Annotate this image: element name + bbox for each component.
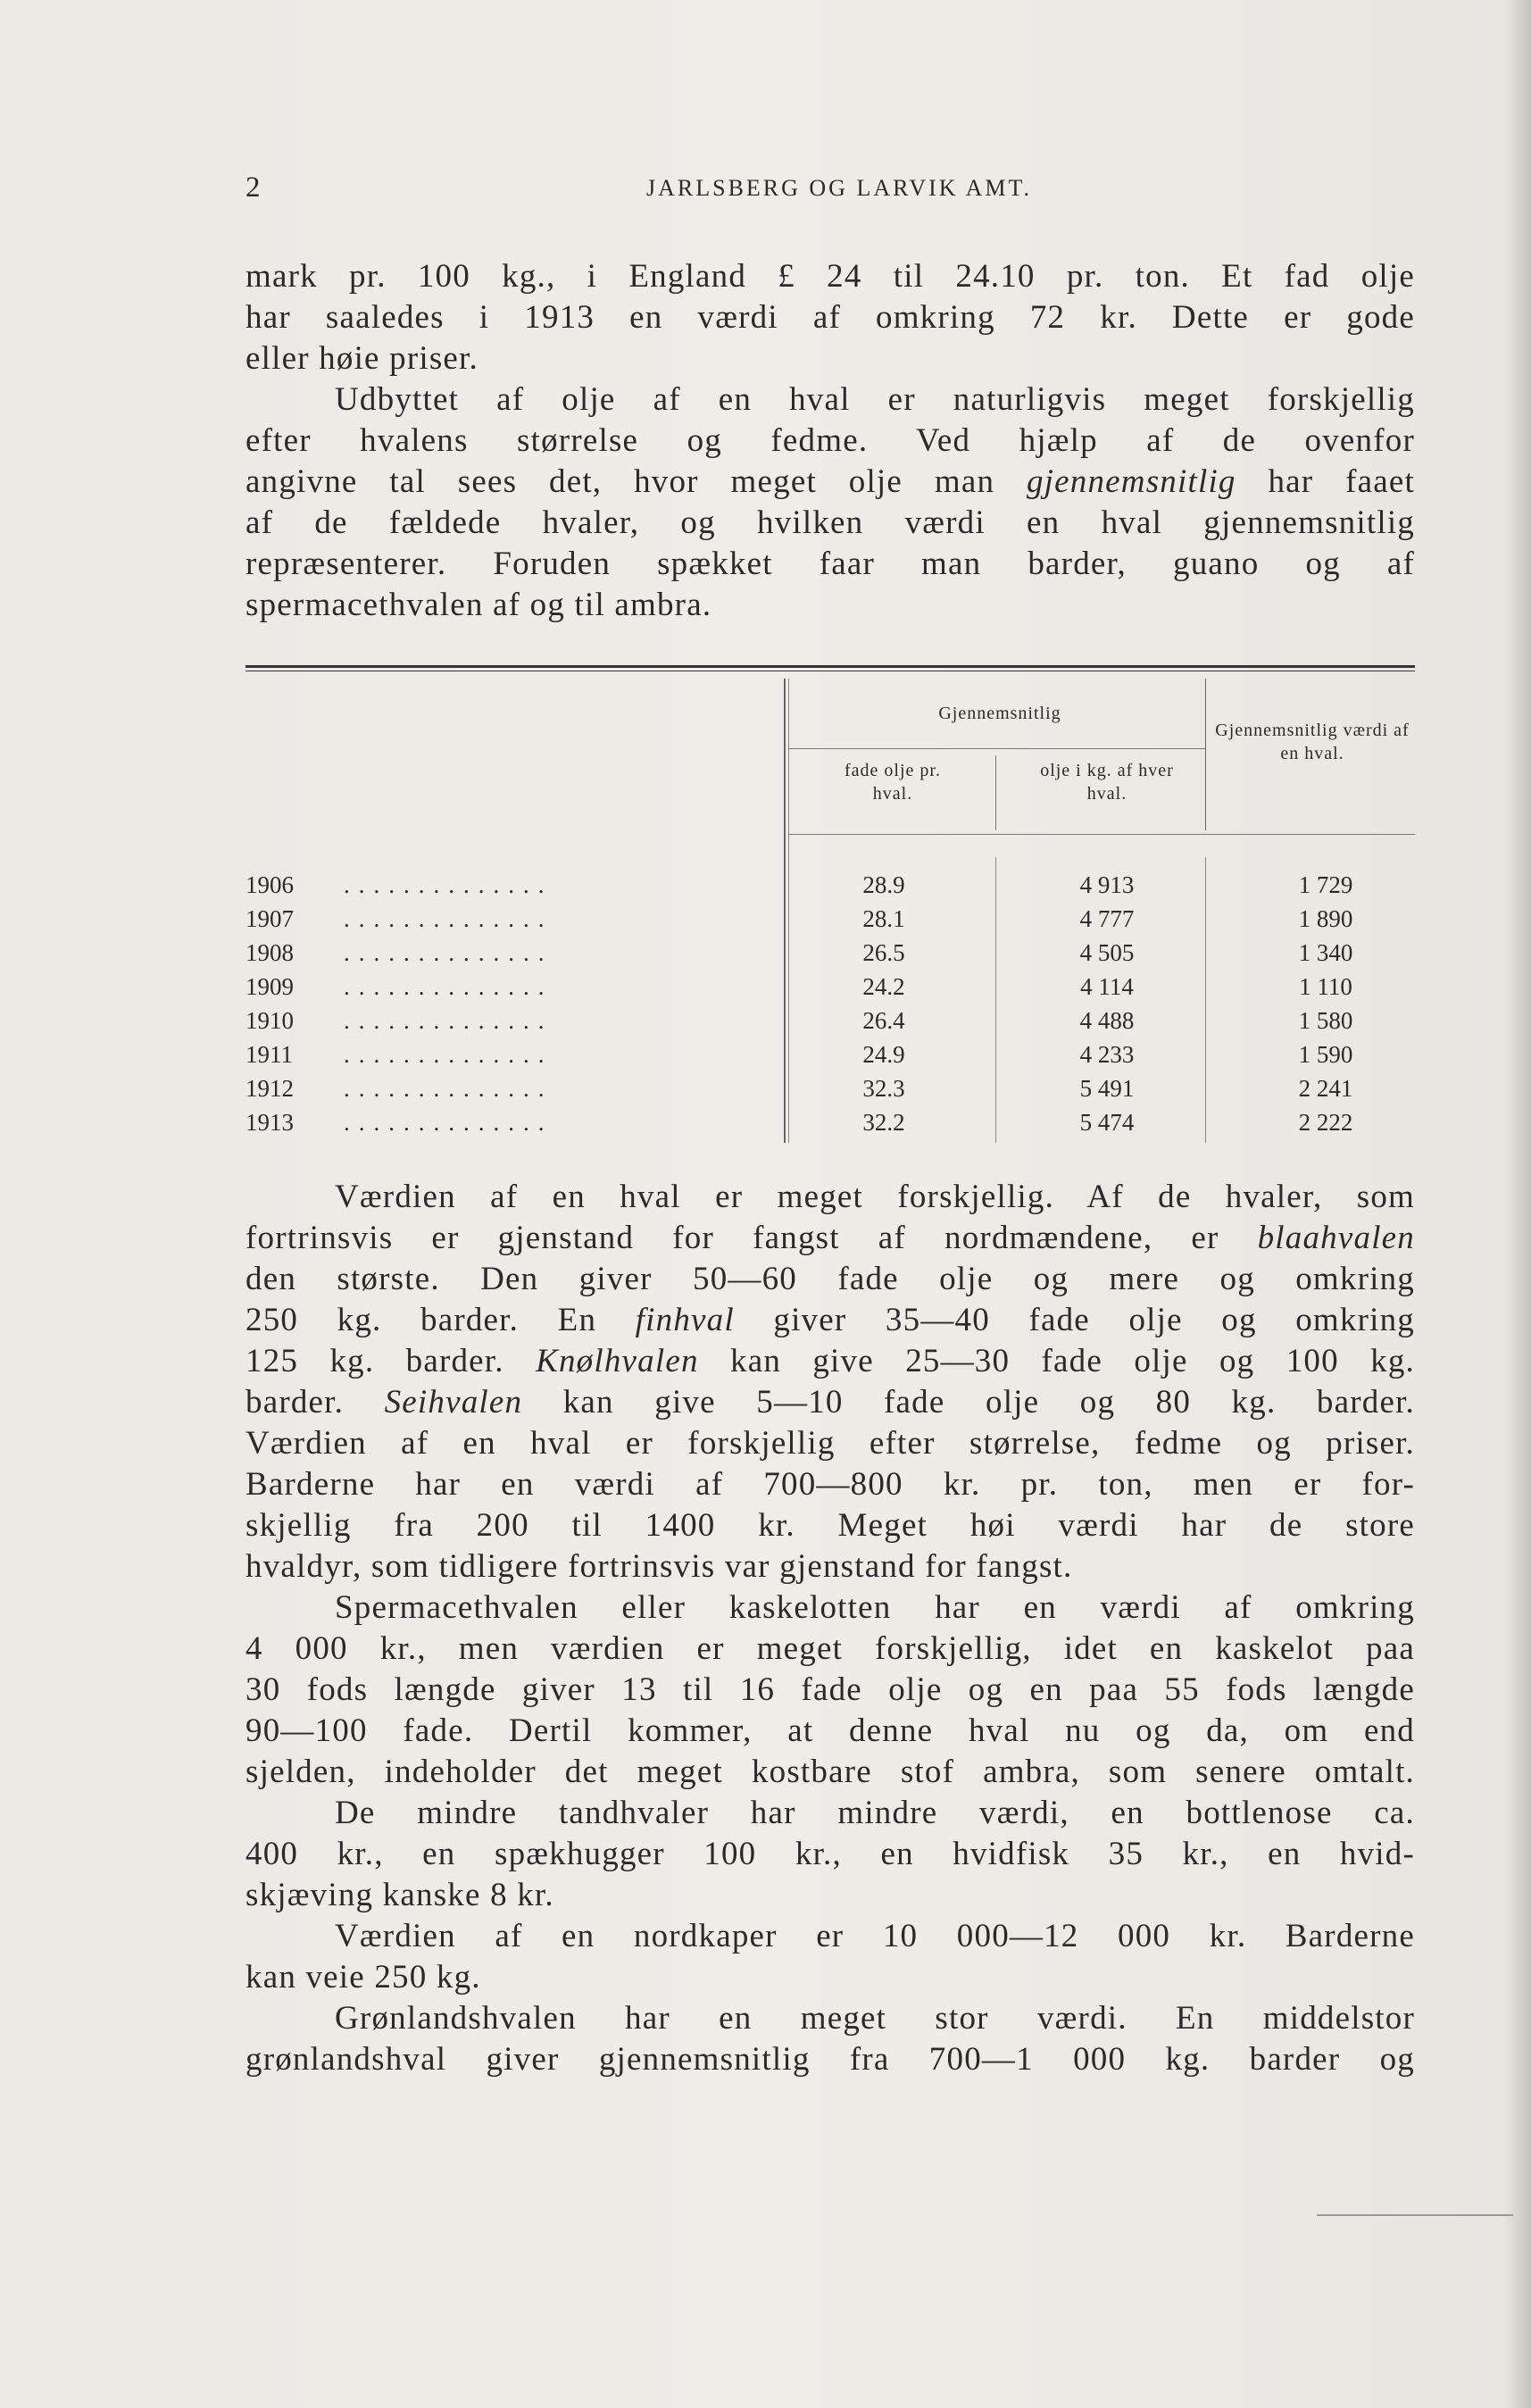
text-line: De mindre tandhvaler har mindre værdi, en bottlenose ca. xyxy=(335,1795,1415,1831)
cell-fade: 28.1 xyxy=(862,905,905,932)
cell-kg: 4 233 xyxy=(1079,1041,1135,1068)
row-year: 1910 xyxy=(245,1007,294,1034)
cell-fade: 26.4 xyxy=(862,1007,905,1034)
cell-kg: 4 777 xyxy=(1079,905,1135,932)
text-line: eller høie priser. xyxy=(245,340,478,377)
text-line: Grønlandshvalen har en meget stor værdi. En middelstor xyxy=(335,2000,1415,2037)
page-header xyxy=(245,171,1433,207)
text-line: 250 kg. barder. En finhval giver 35—40 fade olje og omkring xyxy=(245,1302,1415,1338)
text-line: Barderne har en værdi af 700—800 kr. pr. ton, men er for- xyxy=(245,1466,1415,1503)
text-line: skjæving kanske 8 kr. xyxy=(245,1877,554,1913)
row-year: 1908 xyxy=(245,939,294,966)
cell-fade: 26.5 xyxy=(862,939,905,966)
table-group-header: Gjennemsnitlig xyxy=(938,704,1061,723)
text-line: har saaledes i 1913 en værdi af omkring 72 kr. Dette er gode xyxy=(245,299,1415,336)
running-title: JARLSBERG OG LARVIK AMT. xyxy=(645,175,1032,201)
text-line: 400 kr., en spækhugger 100 kr., en hvidfisk 35 kr., en hvid- xyxy=(245,1836,1415,1872)
row-year: 1913 xyxy=(245,1109,294,1136)
body-paragraphs xyxy=(245,1177,1415,2080)
text-line: kan veie 250 kg. xyxy=(245,1959,481,1996)
text-line: Værdien af en hval er meget forskjellig. Af de hvaler, som xyxy=(335,1179,1415,1215)
cell-fade: 24.9 xyxy=(862,1041,905,1068)
cell-value: 1 890 xyxy=(1298,905,1353,932)
cell-fade: 32.2 xyxy=(862,1109,905,1136)
cell-value: 1 729 xyxy=(1298,871,1353,898)
page-edge-shadow xyxy=(1504,0,1531,2408)
text-line: efter hvalens størrelse og fedme. Ved hjælp af de ovenfor xyxy=(245,422,1415,459)
cell-kg: 5 474 xyxy=(1079,1109,1135,1136)
cell-value: 1 590 xyxy=(1298,1041,1353,1068)
text-line: 4 000 kr., men værdien er meget forskjellig, idet en kaskelot paa xyxy=(245,1630,1415,1667)
cell-value: 1 340 xyxy=(1298,939,1353,966)
cell-fade: 24.2 xyxy=(862,973,905,1000)
cell-value: 1 580 xyxy=(1298,1007,1353,1034)
leader-dots: .............. xyxy=(344,871,553,898)
text-line: 90—100 fade. Dertil kommer, at denne hval nu og da, om end xyxy=(245,1712,1415,1749)
text-line: Værdien af en nordkaper er 10 000—12 000 kr. Barderne xyxy=(335,1918,1415,1954)
text-line: mark pr. 100 kg., i England £ 24 til 24.10 pr. ton. Et fad olje xyxy=(245,258,1415,295)
page-number: 2 xyxy=(245,171,261,204)
leader-dots: .............. xyxy=(344,1007,553,1034)
cell-value: 2 241 xyxy=(1298,1075,1353,1102)
cell-kg: 4 488 xyxy=(1079,1007,1135,1034)
text-line: sjelden, indeholder det meget kostbare stof ambra, som senere omtalt. xyxy=(245,1754,1415,1790)
row-year: 1912 xyxy=(245,1075,294,1102)
text-line: den største. Den giver 50—60 fade olje og mere og omkring xyxy=(245,1261,1415,1297)
cell-value: 2 222 xyxy=(1298,1109,1353,1136)
leader-dots: .............. xyxy=(344,1109,553,1136)
cell-kg: 4 913 xyxy=(1079,871,1135,898)
text-line: af de fældede hvaler, og hvilken værdi en hval gjennemsnitlig xyxy=(245,504,1415,541)
table-row xyxy=(245,1041,1406,1075)
text-line: skjellig fra 200 til 1400 kr. Meget høi værdi har de store xyxy=(245,1507,1415,1544)
cell-fade: 32.3 xyxy=(862,1075,905,1102)
table-group-underline xyxy=(788,748,1206,749)
cell-kg: 4 505 xyxy=(1079,939,1135,966)
text-line: grønlandshval giver gjennemsnitlig fra 700—1 000 kg. barder og xyxy=(245,2041,1415,2078)
col-header-kg: olje i kg. af hver hval. xyxy=(1040,761,1174,804)
row-year: 1906 xyxy=(245,871,294,898)
text-line: fortrinsvis er gjenstand for fangst af nordmændene, er blaahvalen xyxy=(245,1220,1415,1256)
page-edge-line xyxy=(1317,2214,1513,2216)
leader-dots: .............. xyxy=(344,973,553,1000)
row-year: 1909 xyxy=(245,973,294,1000)
table-row xyxy=(245,905,1406,939)
leader-dots: .............. xyxy=(344,1075,553,1102)
table-row xyxy=(245,1109,1406,1143)
text-line: barder. Seihvalen kan give 5—10 fade olje og 80 kg. barder. xyxy=(245,1384,1415,1421)
table-row xyxy=(245,871,1406,905)
text-line: 125 kg. barder. Knølhvalen kan give 25—30 fade olje og 100 kg. xyxy=(245,1343,1415,1379)
table-col3-divider xyxy=(1205,679,1206,830)
text-line: 30 fods længde giver 13 til 16 fade olje og en paa 55 fods længde xyxy=(245,1671,1415,1708)
text-line: spermacethvalen af og til ambra. xyxy=(245,587,712,623)
cell-value: 1 110 xyxy=(1299,973,1352,1000)
table-row xyxy=(245,939,1406,973)
row-year: 1911 xyxy=(245,1041,293,1068)
leader-dots: .............. xyxy=(344,1041,553,1068)
cell-kg: 4 114 xyxy=(1080,973,1134,1000)
text-line: repræsenterer. Foruden spækket faar man barder, guano og af xyxy=(245,546,1415,582)
leader-dots: .............. xyxy=(344,905,553,932)
col-header-value: Gjennemsnitlig værdi af en hval. xyxy=(1215,721,1410,763)
table-row xyxy=(245,1075,1406,1109)
text-line: Udbyttet af olje af en hval er naturligvis meget forskjellig xyxy=(335,381,1415,418)
text-line: angivne tal sees det, hvor meget olje man gjennemsnitlig har faaet xyxy=(245,463,1415,500)
table-header-rule xyxy=(788,834,1415,835)
leader-dots: .............. xyxy=(344,939,553,966)
table-top-rule xyxy=(245,665,1415,668)
intro-paragraphs xyxy=(245,256,1415,626)
text-line: hvaldyr, som tidligere fortrinsvis var gjenstand for fangst. xyxy=(245,1548,1073,1585)
table-subcol-divider xyxy=(995,755,996,830)
cell-fade: 28.9 xyxy=(862,871,905,898)
row-year: 1907 xyxy=(245,905,294,932)
col-header-fade: fade olje pr. hval. xyxy=(845,761,941,804)
table-row xyxy=(245,1007,1406,1041)
cell-kg: 5 491 xyxy=(1079,1075,1135,1102)
text-line: Spermacethvalen eller kaskelotten har en værdi af omkring xyxy=(335,1589,1415,1626)
text-line: Værdien af en hval er forskjellig efter størrelse, fedme og priser. xyxy=(245,1425,1415,1462)
table-row xyxy=(245,973,1406,1007)
